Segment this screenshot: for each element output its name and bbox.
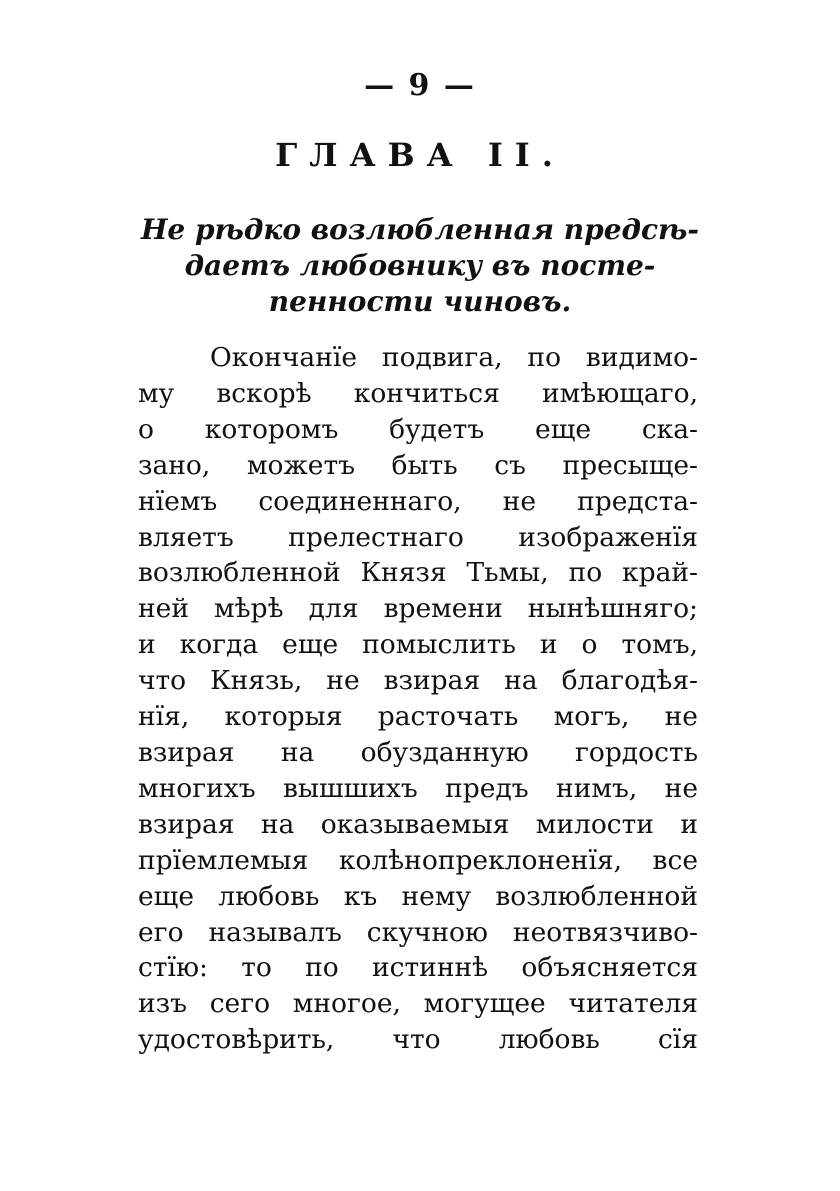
body-line: и когда еще помыслить и о томъ, bbox=[138, 629, 698, 661]
summary-line: Не рѣдко возлюбленная предсѣ- bbox=[140, 213, 700, 246]
body-paragraph bbox=[138, 340, 698, 1058]
summary-line: даетъ любовнику въ постe- bbox=[184, 249, 656, 282]
body-line: стїю: то по истиннѣ объясняется bbox=[138, 952, 698, 984]
body-line: нїемъ соединеннаго, не предста- bbox=[138, 485, 698, 517]
body-line: взирая на обузданную гордость bbox=[138, 736, 698, 768]
body-line: нїя, которыя расточать могъ, не bbox=[138, 701, 698, 733]
summary-line: пенности чиновъ. bbox=[268, 285, 572, 318]
body-line: еще любовь къ нему возлюбленной bbox=[138, 880, 698, 912]
body-line: вляетъ прелестнаго изображенїя bbox=[138, 521, 698, 553]
body-line: взирая на оказываемыя милости и bbox=[138, 808, 698, 840]
body-line: что Князь, не взирая на благодѣя- bbox=[138, 665, 698, 697]
body-line: удостовѣрить, что любовь сїя bbox=[138, 1024, 698, 1056]
body-line: ней мѣрѣ для времени нынѣшняго; bbox=[138, 593, 698, 625]
body-line: Окончанїе подвига, по видимо- bbox=[210, 342, 698, 373]
page-number: — 9 — bbox=[364, 68, 476, 103]
body-line: его называлъ скучною неотвязчиво- bbox=[138, 916, 698, 948]
chapter-title: ГЛАВА II. bbox=[275, 136, 565, 174]
body-line: изъ сего многое, могущее читателя bbox=[138, 988, 698, 1020]
body-line: прїемлемыя колѣнопреклоненїя, все bbox=[138, 844, 698, 876]
body-line: зано, можетъ быть съ пресыще- bbox=[138, 449, 698, 481]
body-line: многихъ вышшихъ предъ нимъ, не bbox=[138, 772, 698, 804]
chapter-summary bbox=[120, 212, 720, 320]
body-line: му вскорѣ кончиться имѣющаго, bbox=[138, 377, 698, 409]
body-line: о которомъ будетъ еще ска- bbox=[138, 413, 698, 445]
body-line: возлюбленной Князя Тьмы, по край- bbox=[138, 557, 698, 589]
